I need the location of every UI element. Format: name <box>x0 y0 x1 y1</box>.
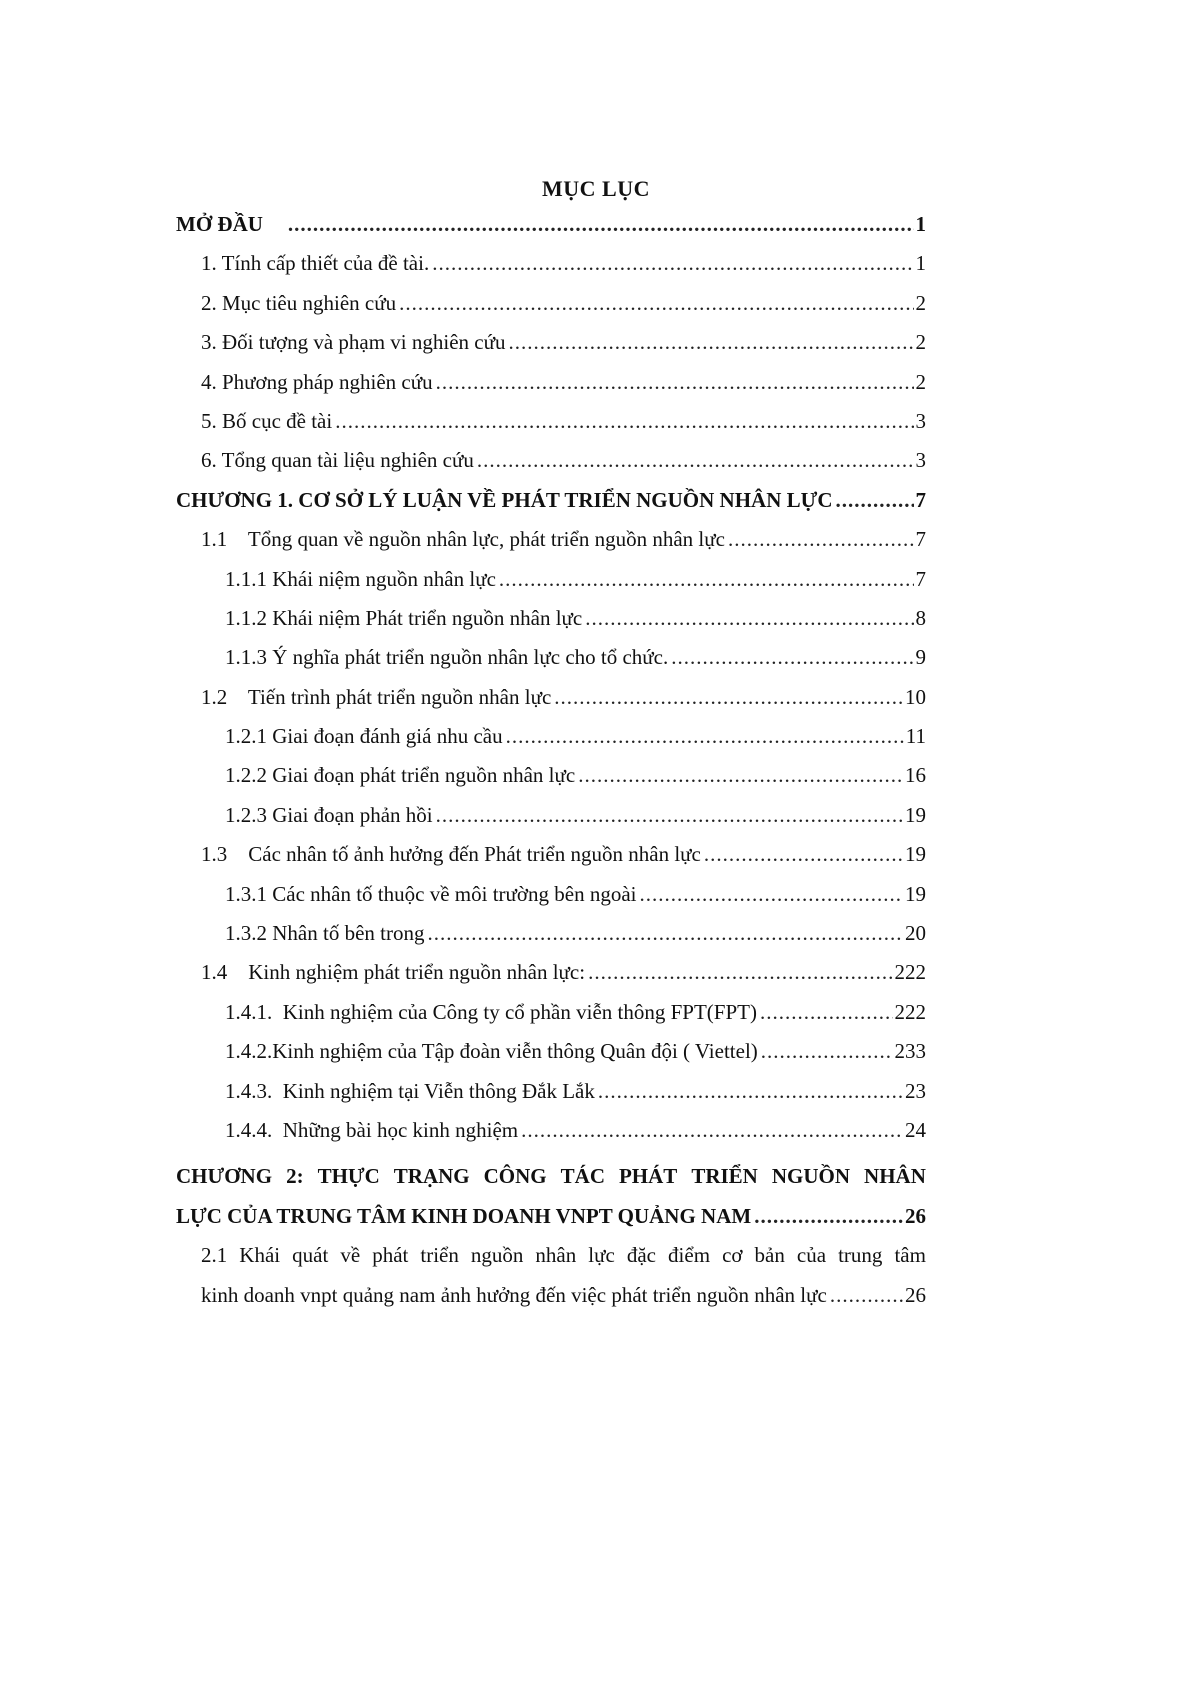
toc-word: THỰC <box>317 1164 380 1189</box>
toc-entry-page: 7 <box>915 487 926 512</box>
leader-dots <box>436 370 914 395</box>
toc-word: TRIỂN <box>691 1164 758 1189</box>
toc-entry-text: 1.4.1. Kinh nghiệm của Công ty cổ phần viễn thông FPT(FPT) <box>225 999 757 1024</box>
toc-entry <box>176 763 926 802</box>
leader-dots <box>521 1118 903 1143</box>
toc-entry-text: CHƯƠNG 1. CƠ SỞ LÝ LUẬN VỀ PHÁT TRIỂN NGUỒN NHÂN LỰC <box>176 487 833 512</box>
toc-entry <box>176 724 926 763</box>
leader-dots <box>499 567 914 592</box>
toc-word: NGUỒN <box>771 1164 851 1189</box>
toc-entry <box>176 409 926 448</box>
toc-entry-page: 2 <box>915 290 926 315</box>
leader-dots <box>754 1197 903 1236</box>
leader-dots <box>761 1039 893 1064</box>
toc-word: quát <box>292 1243 329 1268</box>
toc-entry-page: 19 <box>905 802 926 827</box>
toc-entry <box>176 567 926 606</box>
toc-entry-text: 3. Đối tượng và phạm vi nghiên cứu <box>201 330 506 355</box>
toc-entry-page: 26 <box>905 1203 926 1228</box>
toc-entry <box>176 685 926 724</box>
leader-dots <box>432 251 913 276</box>
toc-entry <box>176 251 926 290</box>
toc-entry <box>176 1118 926 1157</box>
toc-entry-page: 222 <box>894 999 926 1024</box>
table-of-contents <box>176 212 926 1315</box>
toc-entry <box>176 370 926 409</box>
toc-word: điểm <box>668 1243 711 1268</box>
toc-entry-page: 3 <box>915 448 926 473</box>
toc-entry <box>176 1039 926 1078</box>
toc-entry-line2 <box>176 1197 926 1236</box>
leader-dots <box>436 803 903 828</box>
toc-word: 2.1 <box>201 1243 228 1268</box>
toc-word: cơ <box>722 1243 743 1268</box>
toc-chapter-entry <box>176 488 926 527</box>
leader-dots <box>728 527 914 552</box>
toc-word: 2: <box>286 1164 304 1189</box>
toc-entry-text: 1.3.2 Nhân tố bên trong <box>225 921 425 946</box>
toc-word: TÁC <box>560 1164 605 1189</box>
toc-word: CÔNG <box>483 1164 547 1189</box>
toc-entry-page: 222 <box>894 960 926 985</box>
toc-word: nhân <box>535 1243 577 1268</box>
leader-dots <box>578 763 903 788</box>
toc-entry-page: 8 <box>915 605 926 630</box>
toc-entry-page: 3 <box>915 408 926 433</box>
toc-word: đặc <box>626 1243 657 1268</box>
toc-entry-text: 4. Phương pháp nghiên cứu <box>201 369 433 394</box>
toc-entry <box>176 803 926 842</box>
toc-entry-page: 10 <box>905 684 926 709</box>
leader-dots <box>760 1000 893 1025</box>
toc-entry <box>176 842 926 881</box>
toc-entry-text: 1.4.4. Những bài học kinh nghiệm <box>225 1117 519 1142</box>
toc-entry-page: 20 <box>905 921 926 946</box>
leader-dots <box>830 1276 903 1315</box>
toc-word: Khái <box>239 1243 281 1268</box>
toc-word: trung <box>838 1243 883 1268</box>
leader-dots <box>335 409 913 434</box>
toc-entry-text-line1 <box>201 1236 926 1275</box>
toc-entry-text-line1 <box>176 1157 926 1196</box>
toc-entry-page: 23 <box>905 1078 926 1103</box>
toc-entry-text: 1.2.1 Giai đoạn đánh giá nhu cầu <box>225 724 503 749</box>
toc-entry-text: 1.4.2.Kinh nghiệm của Tập đoàn viễn thông Quân đội ( Viettel) <box>225 1039 758 1064</box>
toc-chapter2-entry <box>176 1157 926 1236</box>
toc-entry-page: 19 <box>905 842 926 867</box>
toc-entry-text: 1.2.3 Giai đoạn phản hồi <box>225 802 433 827</box>
toc-entry-text: 1.2.2 Giai đoạn phát triển nguồn nhân lực <box>225 763 576 788</box>
toc-entry-text: 1. Tính cấp thiết của đề tài. <box>201 251 430 276</box>
leader-dots <box>288 212 914 237</box>
toc-entry-page: 7 <box>915 527 926 552</box>
toc-entry <box>176 527 926 566</box>
toc-entry-text: MỞ ĐẦU <box>176 212 263 236</box>
toc-word: TRẠNG <box>393 1164 470 1189</box>
toc-entry-text: 1.3 Các nhân tố ảnh hưởng đến Phát triển nguồn nhân lực <box>201 842 701 867</box>
toc-entry-text: 1.1.2 Khái niệm Phát triển nguồn nhân lực <box>225 605 583 630</box>
toc-title: MỤC LỤC <box>542 176 650 201</box>
toc-word: phát <box>372 1243 409 1268</box>
leader-dots <box>598 1079 903 1104</box>
toc-entry <box>176 960 926 999</box>
toc-entry-line2 <box>201 1276 926 1315</box>
toc-entry-text: LỰC CỦA TRUNG TÂM KINH DOANH VNPT QUẢNG NAM <box>176 1203 752 1228</box>
leader-dots <box>509 330 914 355</box>
toc-entry-text: 1.1.1 Khái niệm nguồn nhân lực <box>225 566 496 591</box>
toc-word: tâm <box>894 1243 926 1268</box>
toc-entry <box>176 330 926 369</box>
toc-entry-text: 1.3.1 Các nhân tố thuộc về môi trường bên ngoài <box>225 881 637 906</box>
leader-dots <box>399 291 913 316</box>
toc-entry-text: 5. Bố cục đề tài <box>201 408 333 433</box>
toc-entry-text: 1.1 Tổng quan về nguồn nhân lực, phát triển nguồn nhân lực <box>201 527 725 552</box>
toc-entry <box>176 291 926 330</box>
toc-word: bản <box>754 1243 785 1268</box>
toc-entry-page: 2 <box>915 330 926 355</box>
leader-dots <box>704 842 903 867</box>
leader-dots <box>427 921 903 946</box>
toc-entry <box>176 212 926 251</box>
toc-entry-page: 9 <box>915 645 926 670</box>
toc-section21-entry <box>176 1236 926 1315</box>
toc-word: lực <box>588 1243 615 1268</box>
toc-entry <box>176 645 926 684</box>
toc-entry-text: kinh doanh vnpt quảng nam ảnh hưởng đến việc phát triển nguồn nhân lực <box>201 1282 827 1307</box>
toc-entry-text: 1.4.3. Kinh nghiệm tại Viễn thông Đắk Lắk <box>225 1078 595 1103</box>
toc-entry-page: 233 <box>894 1039 926 1064</box>
toc-word: NHÂN <box>864 1164 926 1189</box>
toc-entry <box>176 1079 926 1118</box>
toc-word: nguồn <box>470 1243 524 1268</box>
leader-dots <box>585 606 913 631</box>
toc-entry-page: 2 <box>915 369 926 394</box>
leader-dots <box>588 960 892 985</box>
toc-entry-text: 1.1.3 Ý nghĩa phát triển nguồn nhân lực cho tổ chức. <box>225 645 669 670</box>
leader-dots <box>506 724 904 749</box>
toc-entry-text: 1.2 Tiến trình phát triển nguồn nhân lực <box>201 684 552 709</box>
toc-entry <box>176 882 926 921</box>
leader-dots <box>477 448 914 473</box>
toc-entry-page: 1 <box>915 251 926 276</box>
leader-dots <box>671 645 913 670</box>
toc-entry-page: 24 <box>905 1117 926 1142</box>
toc-entry-page: 19 <box>905 881 926 906</box>
toc-entry <box>176 606 926 645</box>
toc-entry-page: 26 <box>905 1282 926 1307</box>
toc-word: PHÁT <box>618 1164 678 1189</box>
toc-word: về <box>340 1243 361 1268</box>
toc-entry <box>176 1000 926 1039</box>
toc-entry-text: 2. Mục tiêu nghiên cứu <box>201 290 397 315</box>
leader-dots <box>554 685 903 710</box>
toc-entry-page: 1 <box>915 212 926 236</box>
toc-entry-text: 6. Tổng quan tài liệu nghiên cứu <box>201 448 474 473</box>
toc-entry <box>176 921 926 960</box>
toc-entry-text: 1.4 Kinh nghiệm phát triển nguồn nhân lực: <box>201 960 586 985</box>
leader-dots <box>640 882 904 907</box>
toc-entry <box>176 448 926 487</box>
toc-entry-page: 7 <box>915 566 926 591</box>
toc-entry-page: 11 <box>905 724 926 749</box>
leader-dots <box>836 488 914 513</box>
toc-word: triển <box>420 1243 459 1268</box>
toc-word: CHƯƠNG <box>176 1164 273 1189</box>
toc-word: của <box>796 1243 827 1268</box>
toc-entry-page: 16 <box>905 763 926 788</box>
